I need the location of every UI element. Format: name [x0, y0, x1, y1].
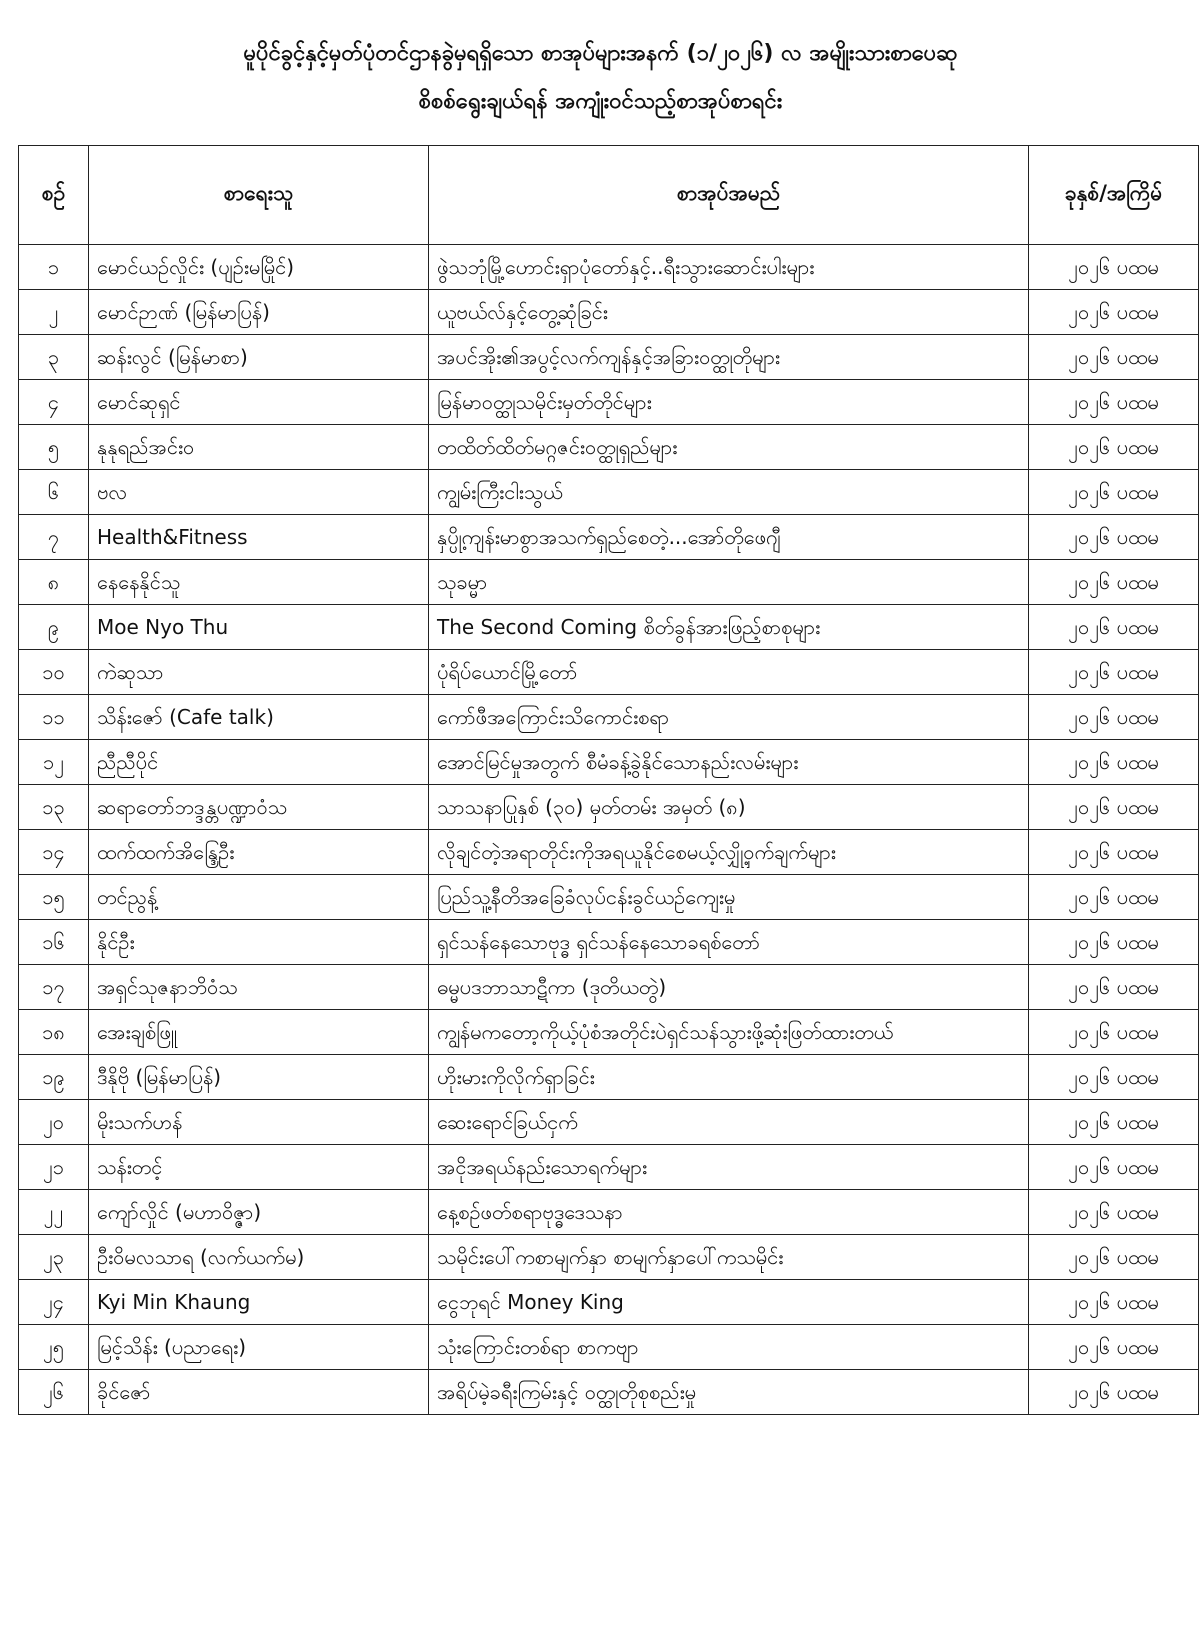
book-title-cell: ဖွဲသဘုံမြို့ဟောင်းရှာပုံတော်နှင့်..ရီးသွားဆောင်းပါးများ — [429, 245, 1029, 290]
edition-cell: ၂၀၂၆ ပထမ — [1029, 245, 1199, 290]
book-title-cell: အငိုအရယ်နည်းသောရက်များ — [429, 1145, 1029, 1190]
row-number: ၁၀ — [19, 650, 89, 695]
document-title — [0, 30, 1201, 126]
edition-cell: ၂၀၂၆ ပထမ — [1029, 695, 1199, 740]
title-line-2: စိစစ်ရွေးချယ်ရန် အကျုံးဝင်သည့်စာအုပ်စာရင်း — [418, 89, 783, 114]
author-cell: မြင့်သိန်း (ပညာရေး) — [89, 1325, 429, 1370]
row-number: ၉ — [19, 605, 89, 650]
edition-cell: ၂၀၂၆ ပထမ — [1029, 1010, 1199, 1055]
table-row — [19, 605, 1199, 650]
book-list-table — [18, 145, 1199, 1415]
edition-cell: ၂၀၂၆ ပထမ — [1029, 740, 1199, 785]
edition-cell: ၂၀၂၆ ပထမ — [1029, 1280, 1199, 1325]
header-no: စဉ် — [19, 146, 89, 245]
author-cell: တင်ညွန့် — [89, 875, 429, 920]
edition-cell: ၂၀၂၆ ပထမ — [1029, 1055, 1199, 1100]
book-title-cell: ဟိုးမားကိုလိုက်ရှာခြင်း — [429, 1055, 1029, 1100]
table-row — [19, 1145, 1199, 1190]
author-cell: မောင်ယဉ်လှိုင်း (ပျဉ်းမမြိုင်) — [89, 245, 429, 290]
author-cell: ထက်ထက်အိန္ဒြေဦး — [89, 830, 429, 875]
book-title-cell: ငွေဘုရင် Money King — [429, 1280, 1029, 1325]
table-row — [19, 470, 1199, 515]
book-title-cell: ပုံရိပ်ယောင်မြို့တော် — [429, 650, 1029, 695]
table-row — [19, 1325, 1199, 1370]
table-row — [19, 1280, 1199, 1325]
book-title-cell: အရိပ်မဲ့ခရီးကြမ်းနှင့် ဝတ္ထုတိုစုစည်းမှု — [429, 1370, 1029, 1415]
row-number: ၈ — [19, 560, 89, 605]
table-header — [19, 146, 1199, 245]
row-number: ၆ — [19, 470, 89, 515]
edition-cell: ၂၀၂၆ ပထမ — [1029, 1325, 1199, 1370]
book-title-cell: လိုချင်တဲ့အရာတိုင်းကိုအရယူနိုင်စေမယ့်လျှို့ဝှက်ချက်များ — [429, 830, 1029, 875]
edition-cell: ၂၀၂၆ ပထမ — [1029, 650, 1199, 695]
table-row — [19, 740, 1199, 785]
row-number: ၄ — [19, 380, 89, 425]
edition-cell: ၂၀၂၆ ပထမ — [1029, 1370, 1199, 1415]
book-title-cell: နှပ္ပို့ကျန်းမာစွာအသက်ရှည်စေတဲ့...အော်တိုဖေဂျီ — [429, 515, 1029, 560]
row-number: ၁၄ — [19, 830, 89, 875]
row-number: ၁ — [19, 245, 89, 290]
author-cell: ဦးဝိမလသာရ (လက်ယက်မ) — [89, 1235, 429, 1280]
row-number: ၁၈ — [19, 1010, 89, 1055]
table-row — [19, 785, 1199, 830]
book-title-cell: ကျွန်မကတော့ကိုယ့်ပုံစံအတိုင်းပဲရှင်သန်သွားဖို့ဆုံးဖြတ်ထားတယ် — [429, 1010, 1029, 1055]
row-number: ၂၅ — [19, 1325, 89, 1370]
header-row — [19, 146, 1199, 245]
author-cell: ကဲဆုသာ — [89, 650, 429, 695]
table-row — [19, 560, 1199, 605]
table-row — [19, 695, 1199, 740]
edition-cell: ၂၀၂၆ ပထမ — [1029, 335, 1199, 380]
edition-cell: ၂၀၂၆ ပထမ — [1029, 560, 1199, 605]
row-number: ၂ — [19, 290, 89, 335]
book-title-cell: အပင်အိုး၏အပွင့်လက်ကျန်နှင့်အခြားဝတ္ထုတိုများ — [429, 335, 1029, 380]
table-row — [19, 1190, 1199, 1235]
row-number: ၂၄ — [19, 1280, 89, 1325]
table-row — [19, 1055, 1199, 1100]
table-row — [19, 1010, 1199, 1055]
table-row — [19, 875, 1199, 920]
book-title-cell: သာသနာပြုနှစ် (၃၀) မှတ်တမ်း အမှတ် (၈) — [429, 785, 1029, 830]
row-number: ၂၃ — [19, 1235, 89, 1280]
author-cell: Health&Fitness — [89, 515, 429, 560]
edition-cell: ၂၀၂၆ ပထမ — [1029, 830, 1199, 875]
author-cell: အရှင်သုဇနာဘိဝံသ — [89, 965, 429, 1010]
table-row — [19, 335, 1199, 380]
author-cell: ဆန်းလွင် (မြန်မာစာ) — [89, 335, 429, 380]
edition-cell: ၂၀၂၆ ပထမ — [1029, 290, 1199, 335]
author-cell: သိန်းဇော် (Cafe talk) — [89, 695, 429, 740]
author-cell: သန်းတင့် — [89, 1145, 429, 1190]
row-number: ၁၃ — [19, 785, 89, 830]
author-cell: မောင်ဆုရှင် — [89, 380, 429, 425]
row-number: ၁၅ — [19, 875, 89, 920]
table-row — [19, 965, 1199, 1010]
row-number: ၁၉ — [19, 1055, 89, 1100]
edition-cell: ၂၀၂၆ ပထမ — [1029, 605, 1199, 650]
table-row — [19, 830, 1199, 875]
edition-cell: ၂၀၂၆ ပထမ — [1029, 1145, 1199, 1190]
edition-cell: ၂၀၂၆ ပထမ — [1029, 1235, 1199, 1280]
author-cell: ဆရာတော်ဘဒ္ဒန္တပဏ္ဍာဝံသ — [89, 785, 429, 830]
author-cell: ကျော်လှိုင် (မဟာဝိဇ္ဇာ) — [89, 1190, 429, 1235]
book-title-cell: မြန်မာဝတ္ထုသမိုင်းမှတ်တိုင်များ — [429, 380, 1029, 425]
table-row — [19, 380, 1199, 425]
book-title-cell: တထိတ်ထိတ်မဂ္ဂဇင်းဝတ္ထုရှည်များ — [429, 425, 1029, 470]
author-cell: ဗလ — [89, 470, 429, 515]
book-title-cell: သုံးကြောင်းတစ်ရာ စာကဗျာ — [429, 1325, 1029, 1370]
author-cell: ခိုင်ဇော် — [89, 1370, 429, 1415]
author-cell: နေနေနိုင်သူ — [89, 560, 429, 605]
edition-cell: ၂၀၂၆ ပထမ — [1029, 1190, 1199, 1235]
edition-cell: ၂၀၂၆ ပထမ — [1029, 965, 1199, 1010]
author-cell: ညီညီပိုင် — [89, 740, 429, 785]
book-title-cell: ကော်ဖီအကြောင်းသိကောင်းစရာ — [429, 695, 1029, 740]
book-title-cell: ယူဗယ်လ်နှင့်တွေ့ဆုံခြင်း — [429, 290, 1029, 335]
author-cell: နုနုရည်အင်းဝ — [89, 425, 429, 470]
edition-cell: ၂၀၂၆ ပထမ — [1029, 425, 1199, 470]
edition-cell: ၂၀၂၆ ပထမ — [1029, 1100, 1199, 1145]
book-title-cell: The Second Coming စိတ်ခွန်အားဖြည့်စာစုများ — [429, 605, 1029, 650]
author-cell: Moe Nyo Thu — [89, 605, 429, 650]
row-number: ၁၁ — [19, 695, 89, 740]
row-number: ၂၀ — [19, 1100, 89, 1145]
table-row — [19, 245, 1199, 290]
title-line-1: မူပိုင်ခွင့်နှင့်မှတ်ပုံတင်ဌာနခွဲမှရရှိသော စာအုပ်များအနက် (၁/၂၀၂၆) လ အမျိုးသားစာပေဆု — [243, 41, 958, 66]
row-number: ၇ — [19, 515, 89, 560]
row-number: ၁၂ — [19, 740, 89, 785]
book-title-cell: နေ့စဉ်ဖတ်စရာဗုဒ္ဓဒေသနာ — [429, 1190, 1029, 1235]
row-number: ၁၇ — [19, 965, 89, 1010]
row-number: ၂၆ — [19, 1370, 89, 1415]
edition-cell: ၂၀၂၆ ပထမ — [1029, 785, 1199, 830]
edition-cell: ၂၀၂၆ ပထမ — [1029, 380, 1199, 425]
header-title: စာအုပ်အမည် — [429, 146, 1029, 245]
book-title-cell: ဓမ္မပဒဘာသာဋီကာ (ဒုတိယတွဲ) — [429, 965, 1029, 1010]
edition-cell: ၂၀၂၆ ပထမ — [1029, 875, 1199, 920]
table-row — [19, 1370, 1199, 1415]
book-title-cell: သုခမ္မာ — [429, 560, 1029, 605]
table-row — [19, 515, 1199, 560]
table-row — [19, 1235, 1199, 1280]
author-cell: မောင်ဉာဏ် (မြန်မာပြန်) — [89, 290, 429, 335]
edition-cell: ၂၀၂၆ ပထမ — [1029, 515, 1199, 560]
row-number: ၁၆ — [19, 920, 89, 965]
book-title-cell: ဆေးရောင်ခြယ်ငှက် — [429, 1100, 1029, 1145]
header-author: စာရေးသူ — [89, 146, 429, 245]
row-number: ၃ — [19, 335, 89, 380]
row-number: ၂၂ — [19, 1190, 89, 1235]
author-cell: ဒီနိုဗို (မြန်မာပြန်) — [89, 1055, 429, 1100]
row-number: ၂၁ — [19, 1145, 89, 1190]
table-row — [19, 650, 1199, 695]
book-title-cell: ရှင်သန်နေသောဗုဒ္ဓ ရှင်သန်နေသောခရစ်တော် — [429, 920, 1029, 965]
header-edition: ခုနှစ်/အကြိမ် — [1029, 146, 1199, 245]
book-title-cell: သမိုင်းပေါ်ကစာမျက်နှာ စာမျက်နှာပေါ်ကသမိုင်း — [429, 1235, 1029, 1280]
table-row — [19, 290, 1199, 335]
author-cell: Kyi Min Khaung — [89, 1280, 429, 1325]
row-number: ၅ — [19, 425, 89, 470]
table-row — [19, 425, 1199, 470]
table-body — [19, 245, 1199, 1415]
book-title-cell: ပြည်သူ့နီတိအခြေခံလုပ်ငန်းခွင်ယဉ်ကျေးမှု — [429, 875, 1029, 920]
table-row — [19, 920, 1199, 965]
book-title-cell: ကျွမ်းကြီးငါးသွယ် — [429, 470, 1029, 515]
author-cell: မိုးသက်ဟန် — [89, 1100, 429, 1145]
table-row — [19, 1100, 1199, 1145]
edition-cell: ၂၀၂၆ ပထမ — [1029, 920, 1199, 965]
book-title-cell: အောင်မြင်မှုအတွက် စီမံခန့်ခွဲနိုင်သောနည်းလမ်းများ — [429, 740, 1029, 785]
edition-cell: ၂၀၂၆ ပထမ — [1029, 470, 1199, 515]
author-cell: အေးချစ်ဖြူ — [89, 1010, 429, 1055]
author-cell: နိုင်ဦး — [89, 920, 429, 965]
